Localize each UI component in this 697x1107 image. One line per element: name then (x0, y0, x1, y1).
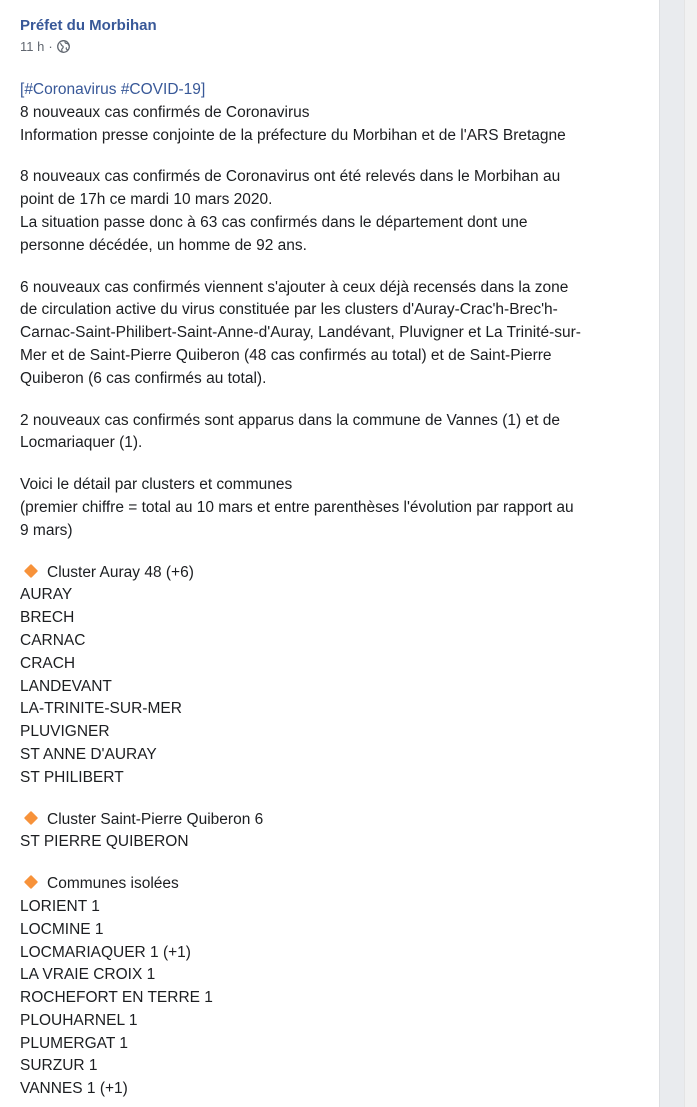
communes-isolees-group (20, 873, 650, 1101)
text-line: point de 17h ce mardi 10 mars 2020. (20, 191, 273, 209)
bracket-close: ] (200, 81, 206, 98)
orange-diamond-icon (24, 810, 38, 824)
text-line: personne décédée, un homme de 92 ans. (20, 236, 307, 254)
cluster-quiberon-group (20, 809, 650, 855)
meta-separator: · (48, 39, 53, 54)
text-line: 8 nouveaux cas confirmés de Coronavirus ont été relevés dans le Morbihan au (20, 168, 561, 186)
cluster-auray-group (20, 562, 650, 790)
text-line: Mer et de Saint-Pierre Quiberon (48 cas confirmés au total) et de Saint-Pierre (20, 346, 552, 364)
hashtag-line (20, 79, 650, 102)
text-line: Locmariaquer (1). (20, 434, 143, 452)
text-line: 6 nouveaux cas confirmés viennent s'ajouter à ceux déjà recensés dans la zone (20, 278, 569, 296)
globe-icon[interactable] (57, 40, 70, 53)
list-item: PLUMERGAT 1 (20, 1034, 128, 1052)
post-meta (20, 38, 157, 55)
list-item: LA VRAIE CROIX 1 (20, 966, 156, 984)
text-line: de circulation active du virus constituée par les clusters d'Auray-Crac'h-Brec'h- (20, 301, 558, 319)
list-item: ST PHILIBERT (20, 768, 124, 786)
group-title-text: Communes isolées (47, 875, 179, 893)
list-item: LA-TRINITE-SUR-MER (20, 700, 182, 718)
list-item: SURZUR 1 (20, 1057, 98, 1075)
group-title (20, 873, 650, 896)
group-title-text: Cluster Saint-Pierre Quiberon 6 (47, 810, 264, 828)
page-scrollbar[interactable] (684, 0, 697, 1107)
hashtag-covid19[interactable]: #COVID-19 (120, 81, 201, 98)
list-item: LORIENT 1 (20, 897, 100, 915)
list-item: LOCMARIAQUER 1 (+1) (20, 943, 191, 961)
text-line: 9 mars) (20, 521, 73, 539)
paragraph-4 (20, 474, 650, 542)
orange-diamond-icon (24, 875, 38, 889)
list-item: VANNES 1 (+1) (20, 1080, 128, 1098)
text-line: 2 nouveaux cas confirmés sont apparus dans la commune de Vannes (1) et de (20, 411, 560, 429)
list-item: CARNAC (20, 631, 86, 649)
intro-paragraph (20, 79, 650, 147)
text-line: Carnac-Saint-Philibert-Saint-Anne-d'Auray, Landévant, Pluvigner et La Trinité-sur- (20, 324, 581, 342)
headline: 8 nouveaux cas confirmés de Coronavirus (20, 103, 310, 121)
hashtag-coronavirus[interactable]: #Coronavirus (24, 81, 117, 98)
list-item: LOCMINE 1 (20, 920, 104, 938)
paragraph-2 (20, 277, 650, 391)
post-header (20, 16, 157, 55)
text-line: Quiberon (6 cas confirmés au total). (20, 369, 267, 387)
author-name-link[interactable]: Préfet du Morbihan (20, 17, 157, 34)
group-title (20, 562, 650, 585)
list-item: AURAY (20, 586, 73, 604)
orange-diamond-icon (24, 563, 38, 577)
group-title (20, 809, 650, 832)
list-item: ST ANNE D'AURAY (20, 745, 157, 763)
list-item: PLOUHARNEL 1 (20, 1011, 138, 1029)
list-item: BRECH (20, 609, 75, 627)
bracket-open: [ (20, 81, 25, 98)
group-title-text: Cluster Auray 48 (+6) (47, 563, 194, 581)
paragraph-1 (20, 166, 650, 257)
text-line: Voici le détail par clusters et communes (20, 476, 293, 494)
list-item: CRACH (20, 654, 76, 672)
list-item: ST PIERRE QUIBERON (20, 833, 189, 851)
text-line: (premier chiffre = total au 10 mars et entre parenthèses l'évolution par rapport au (20, 498, 574, 516)
list-item: LANDEVANT (20, 677, 112, 695)
subheadline: Information presse conjointe de la préfecture du Morbihan et de l'ARS Bretagne (20, 126, 566, 144)
paragraph-3 (20, 410, 650, 456)
list-item: PLUVIGNER (20, 723, 110, 741)
text-line: La situation passe donc à 63 cas confirmés dans le département dont une (20, 213, 528, 231)
post-body (20, 79, 650, 1107)
timestamp-link[interactable]: 11 h (20, 39, 45, 54)
list-item: ROCHEFORT EN TERRE 1 (20, 989, 213, 1007)
